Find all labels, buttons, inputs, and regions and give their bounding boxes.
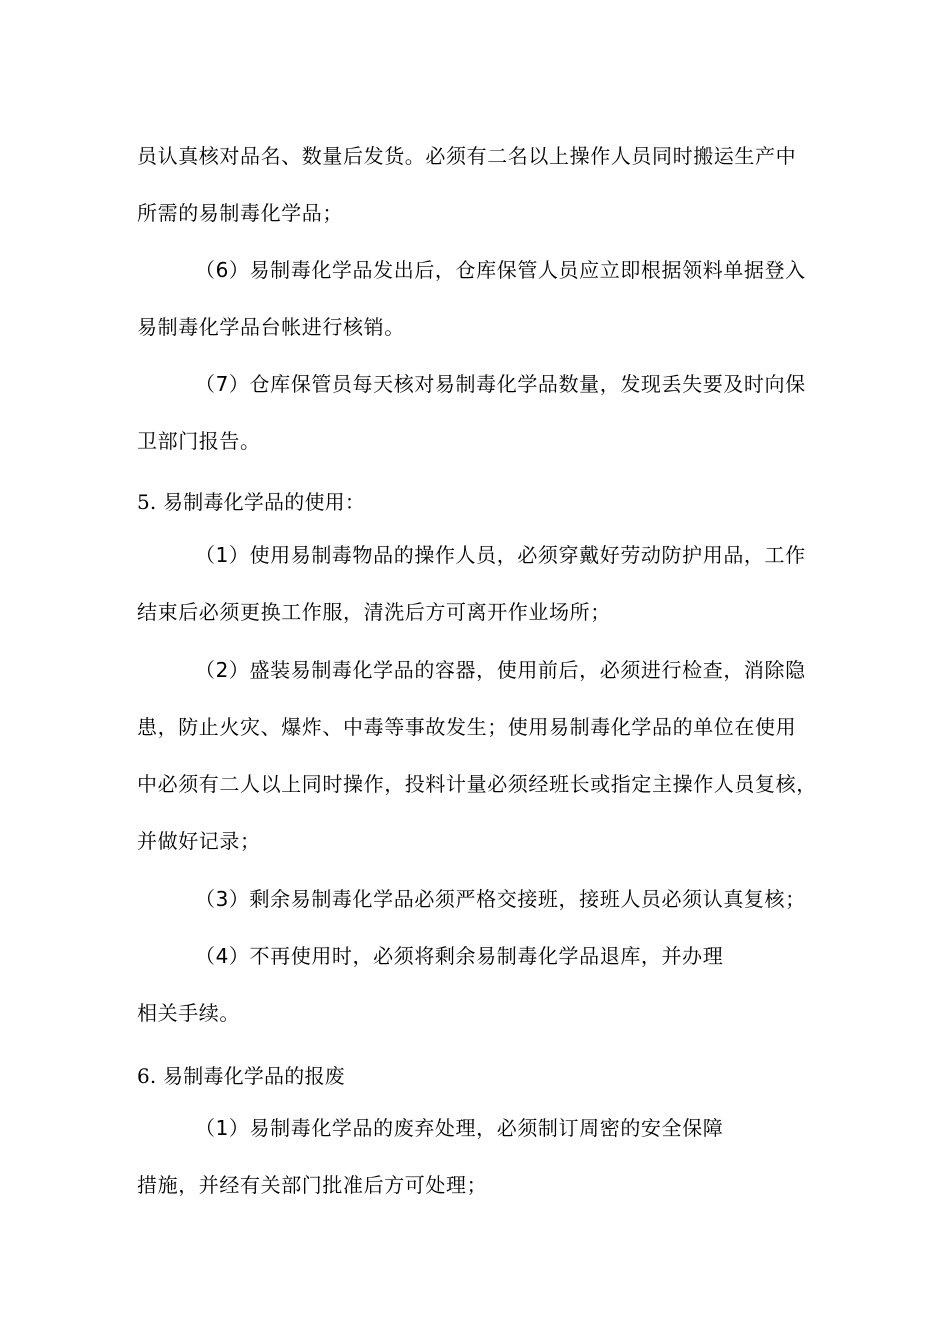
list-item-1: （1）使用易制毒物品的操作人员，必须穿戴好劳动防护用品，工作 xyxy=(195,543,806,567)
list-item-7: （7）仓库保管员每天核对易制毒化学品数量，发现丢失要及时向保 xyxy=(195,372,806,396)
paragraph-line: 员认真核对品名、数量后发货。必须有二名以上操作人员同时搬运生产中 xyxy=(137,144,797,168)
paragraph-line: 措施，并经有关部门批准后方可处理； xyxy=(137,1173,488,1197)
list-item-4: （4）不再使用时，必须将剩余易制毒化学品退库，并办理 xyxy=(195,944,724,968)
paragraph-line: 结束后必须更换工作服，清洗后方可离开作业场所； xyxy=(137,600,611,624)
section-heading-6: 6. 易制毒化学品的报废 xyxy=(137,1064,345,1088)
list-item-1: （1）易制毒化学品的废弃处理，必须制订周密的安全保障 xyxy=(195,1116,724,1140)
list-item-2: （2）盛装易制毒化学品的容器，使用前后，必须进行检查，消除隐 xyxy=(195,658,806,682)
paragraph-line: 中必须有二人以上同时操作，投料计量必须经班长或指定主操作人员复核， xyxy=(137,772,817,796)
paragraph-line: 并做好记录； xyxy=(137,829,261,853)
paragraph-line: 卫部门报告。 xyxy=(137,429,261,453)
list-item-3: （3）剩余易制毒化学品必须严格交接班，接班人员必须认真复核； xyxy=(195,887,806,911)
paragraph-line: 患，防止火灾、爆炸、中毒等事故发生；使用易制毒化学品的单位在使用 xyxy=(137,715,797,739)
section-heading-5: 5. 易制毒化学品的使用： xyxy=(137,490,366,514)
paragraph-line: 易制毒化学品台帐进行核销。 xyxy=(137,315,405,339)
paragraph-line: 相关手续。 xyxy=(137,1001,240,1025)
list-item-6: （6）易制毒化学品发出后，仓库保管人员应立即根据领料单据登入 xyxy=(195,258,806,282)
paragraph-line: 所需的易制毒化学品； xyxy=(137,201,343,225)
